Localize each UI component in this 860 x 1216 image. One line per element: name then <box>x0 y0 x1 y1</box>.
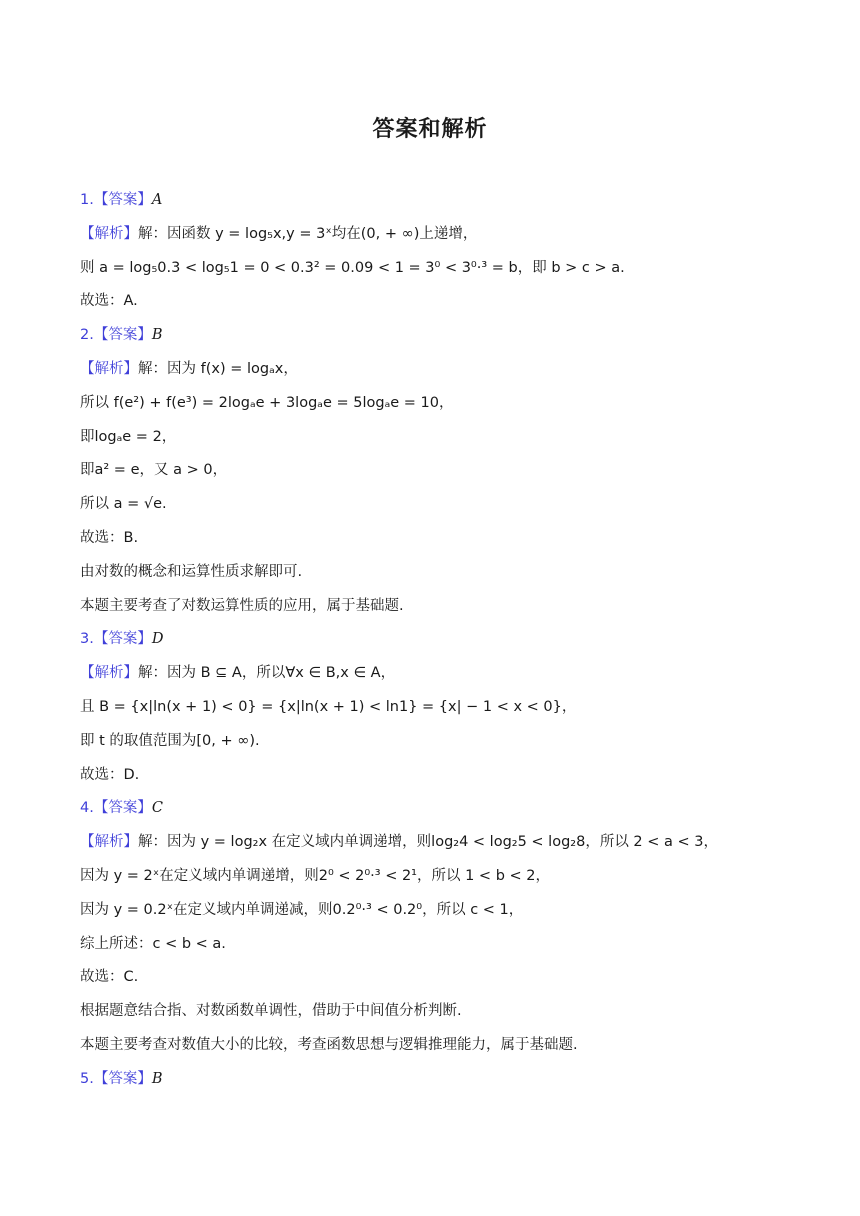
solution-line: 故选：A. <box>80 293 138 310</box>
answer-choice: A <box>151 192 163 208</box>
answer-line <box>80 321 800 355</box>
solution-line: 综上所述：c < b < a. <box>80 935 226 952</box>
answer-choice: D <box>151 631 164 648</box>
question-number: 4. <box>80 800 94 817</box>
answer-tag: 【答案】 <box>93 1070 152 1087</box>
solution-line: 即 t 的取值范围为[0, + ∞). <box>80 732 260 749</box>
question-number: 2. <box>80 327 94 344</box>
solution-line: 根据题意结合指、对数函数单调性，借助于中间值分析判断. <box>80 1003 462 1020</box>
solution-line: 故选：C. <box>80 969 139 986</box>
analysis-line <box>80 355 800 389</box>
solution-line: 所以 a = √e. <box>80 496 167 513</box>
answer-choice: C <box>151 800 163 817</box>
analysis-line <box>80 828 800 862</box>
solution-line: 则 a = log₅0.3 < log₅1 = 0 < 0.3² = 0.09 < 1 = 3⁰ < 3⁰·³ = b，即 b > c > a. <box>80 259 625 276</box>
answer-choice: B <box>151 327 163 344</box>
solution-line: 故选：D. <box>80 766 140 783</box>
solution-line: 因为 y = 2ˣ在定义域内单调递增，则2⁰ < 2⁰·³ < 2¹，所以 1 < b < 2， <box>80 867 550 884</box>
solution-line: 且 B = {x|ln(x + 1) < 0} = {x|ln(x + 1) < ln1} = {x| − 1 < x < 0}， <box>80 698 577 715</box>
analysis-text: 解：因函数 y = log₅x,y = 3ˣ均在(0, + ∞)上递增， <box>138 225 478 242</box>
solution-line: 因为 y = 0.2ˣ在定义域内单调递减，则0.2⁰·³ < 0.2⁰，所以 c < 1， <box>80 901 524 918</box>
answer-line <box>80 625 800 659</box>
answer-line <box>80 1065 800 1099</box>
question-number: 1. <box>80 192 94 208</box>
question-number: 3. <box>80 631 94 648</box>
analysis-tag: 【解析】 <box>80 834 138 851</box>
analysis-text: 解：因为 f(x) = logₐx， <box>138 360 298 377</box>
analysis-line <box>80 220 800 254</box>
solution-line: 即a² = e，又 a > 0， <box>80 462 228 479</box>
answer-tag: 【答案】 <box>93 800 152 817</box>
solution-line: 所以 f(e²) + f(e³) = 2logₐe + 3logₐe = 5logₐe = 10， <box>80 394 454 411</box>
question-number: 5. <box>80 1070 94 1087</box>
solution-line: 本题主要考查了对数运算性质的应用，属于基础题. <box>80 597 404 614</box>
solution-line: 由对数的概念和运算性质求解即可. <box>80 563 303 580</box>
answer-tag: 【答案】 <box>93 631 152 648</box>
solution-line: 即logₐe = 2， <box>80 428 177 445</box>
analysis-tag: 【解析】 <box>80 360 138 377</box>
answer-tag: 【答案】 <box>93 192 152 208</box>
solution-line: 故选：B. <box>80 529 139 546</box>
solution-line: 本题主要考查对数值大小的比较，考查函数思想与逻辑推理能力，属于基础题. <box>80 1036 578 1053</box>
answer-tag: 【答案】 <box>93 327 152 344</box>
answer-line <box>80 186 800 220</box>
analysis-text: 解：因为 B ⊆ A，所以∀x ∈ B,x ∈ A， <box>138 665 396 682</box>
answer-choice: B <box>151 1070 163 1087</box>
page-title: 答案和解析 <box>372 117 488 142</box>
analysis-tag: 【解析】 <box>80 225 138 242</box>
answer-list <box>80 186 800 1099</box>
analysis-tag: 【解析】 <box>80 665 138 682</box>
analysis-line <box>80 659 800 693</box>
analysis-text: 解：因为 y = log₂x 在定义域内单调递增，则log₂4 < log₂5 < log₂8，所以 2 < a < 3， <box>138 834 719 851</box>
answer-line <box>80 794 800 828</box>
